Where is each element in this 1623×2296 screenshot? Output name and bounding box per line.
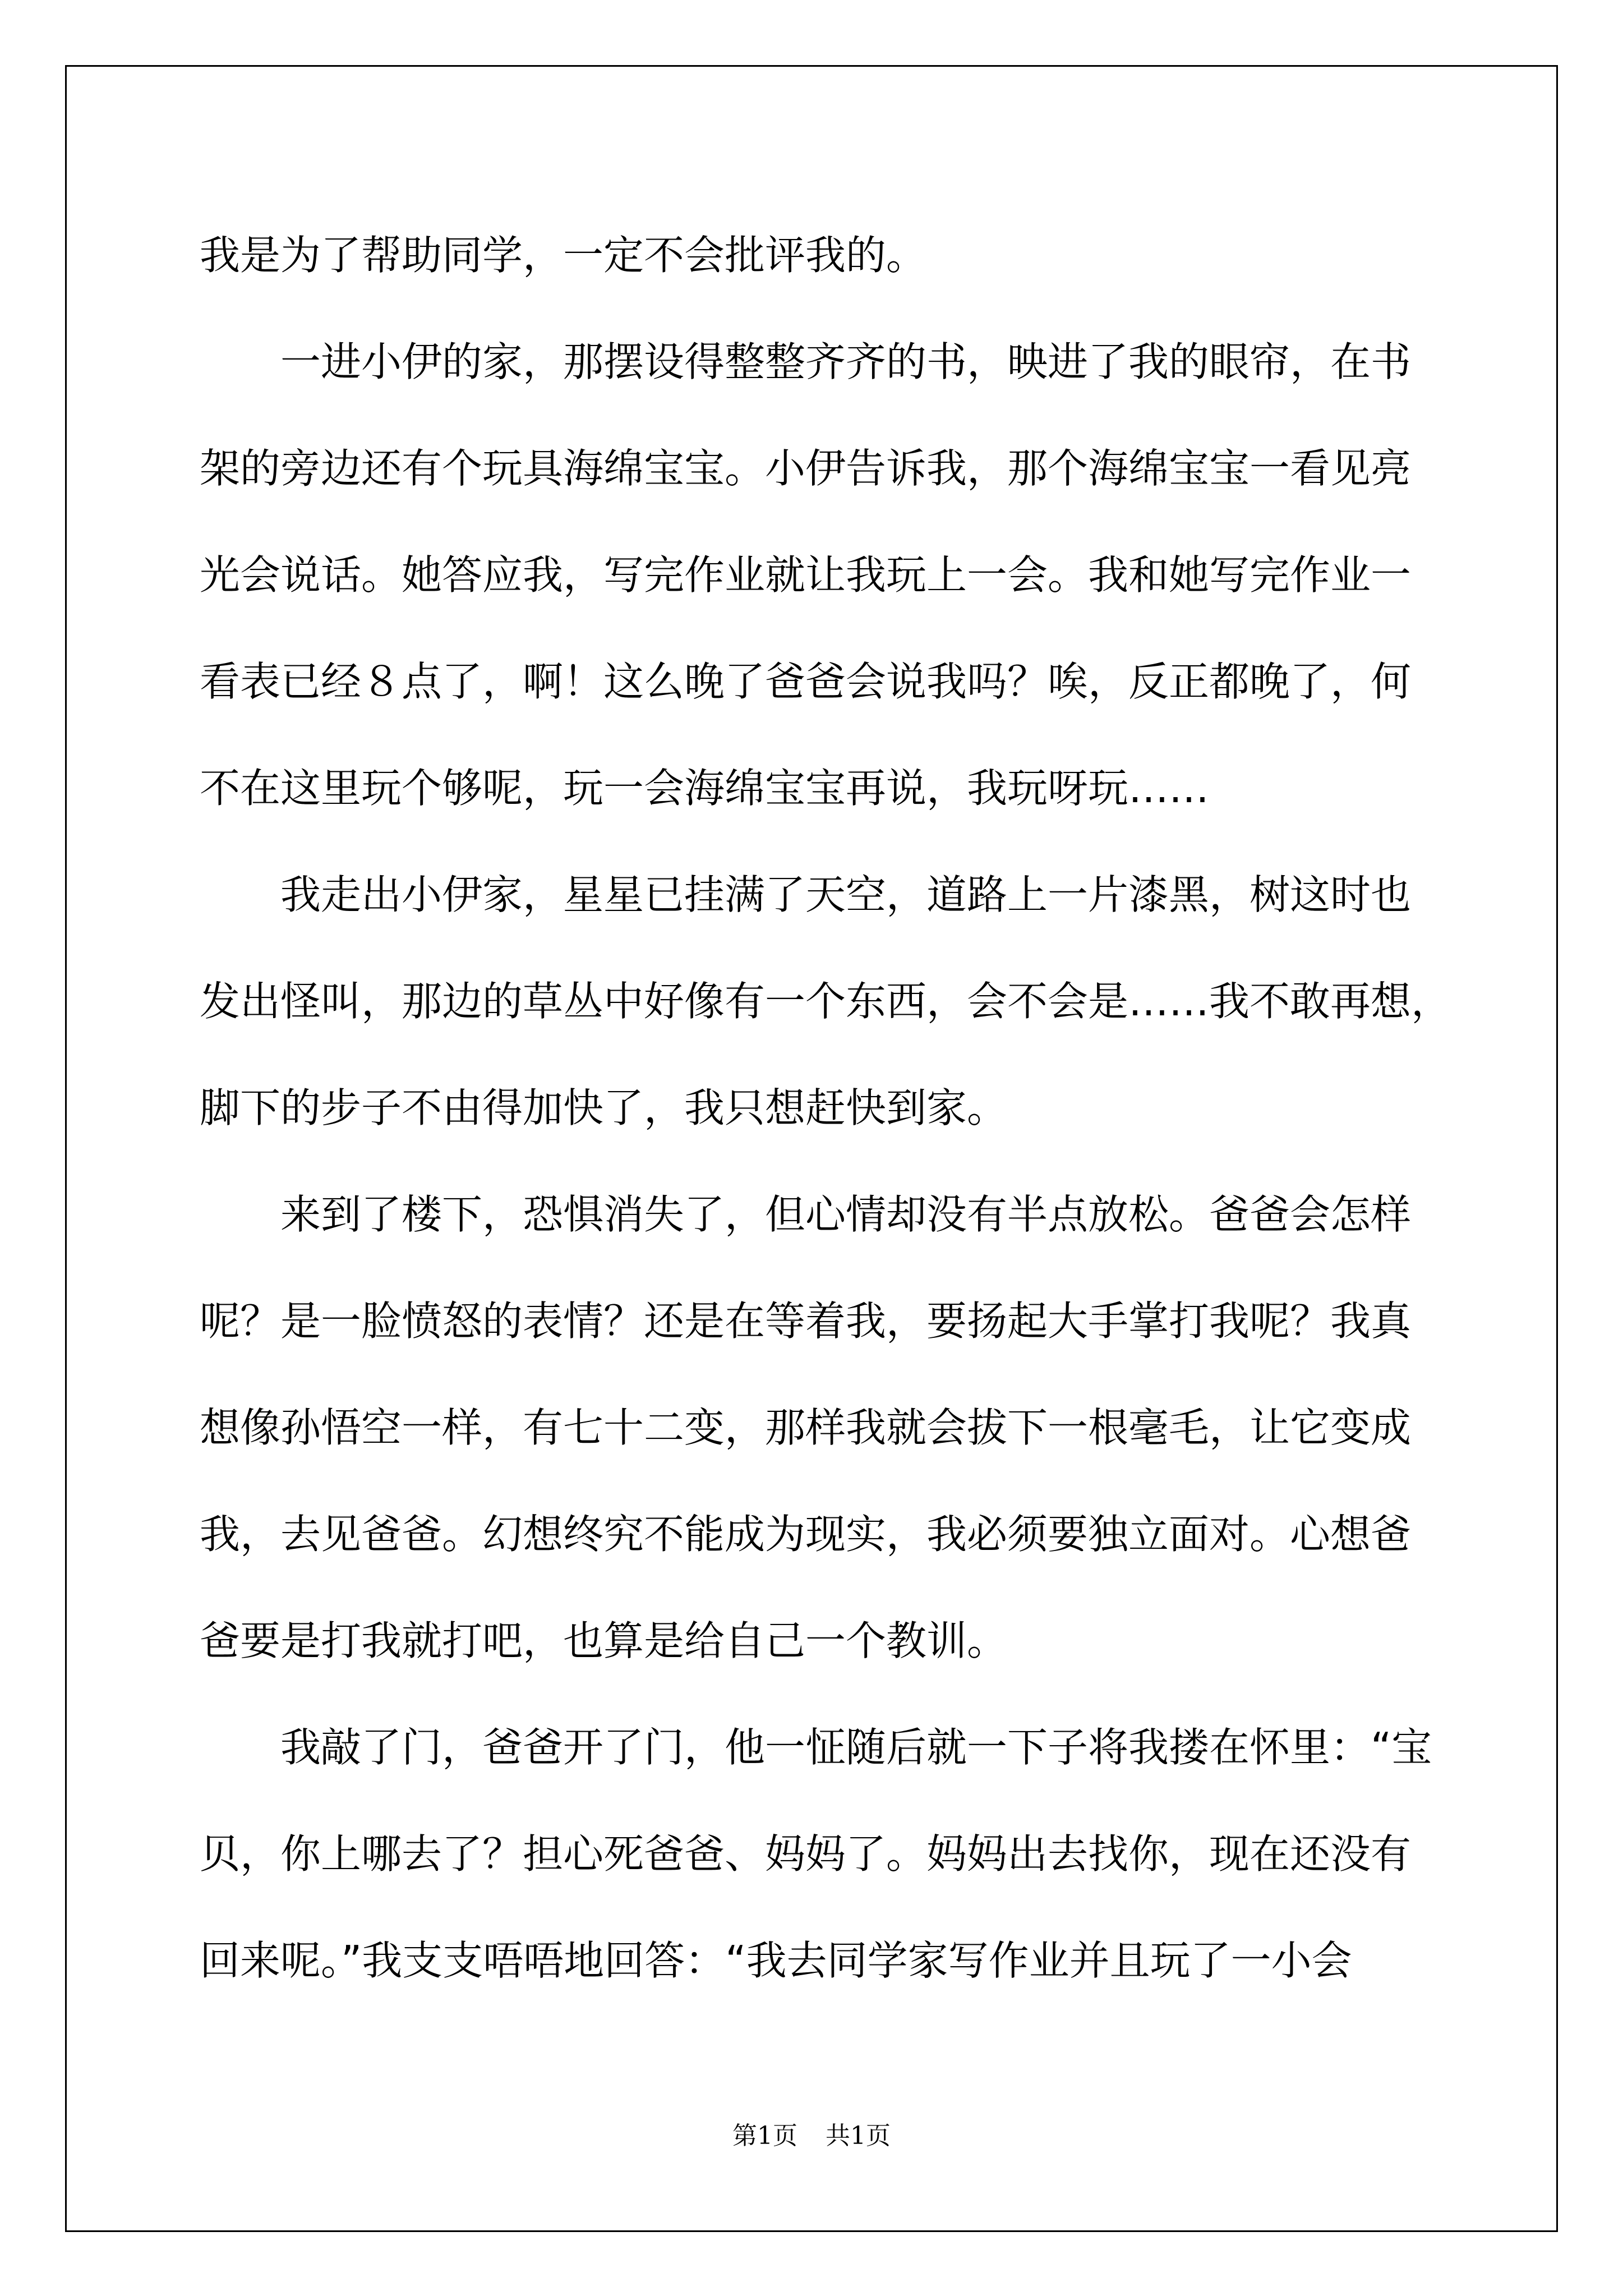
text-line: 不在这里玩个够呢，玩一会海绵宝宝再说，我玩呀玩…… [200,765,1210,812]
text-line: 爸要是打我就打吧，也算是给自己一个教训。 [200,1617,1008,1664]
text-line: 看表已经８点了，啊！这么晚了爸爸会说我吗？唉，反正都晚了，何 [200,658,1412,705]
text-line: 我敲了门，爸爸开了门，他一怔随后就一下子将我搂在怀里：“宝 [200,1724,1432,1771]
text-line: 发出怪叫，那边的草丛中好像有一个东西，会不会是……我不敢再想， [200,978,1452,1025]
text-line: 呢？是一脸愤怒的表情？还是在等着我，要扬起大手掌打我呢？我真 [200,1297,1412,1345]
text-line: 我走出小伊家，星星已挂满了天空，道路上一片漆黑，树这时也 [200,871,1412,918]
text-line: 架的旁边还有个玩具海绵宝宝。小伊告诉我，那个海绵宝宝一看见亮 [200,445,1412,492]
text-line: 贝，你上哪去了？担心死爸爸、妈妈了。妈妈出去找你，现在还没有 [200,1830,1412,1878]
text-line: 我，去见爸爸。幻想终究不能成为现实，我必须要独立面对。心想爸 [200,1511,1412,1558]
text-line: 脚下的步子不由得加快了，我只想赶快到家。 [200,1084,1008,1131]
text-line: 回来呢。”我支支唔唔地回答：“我去同学家写作业并且玩了一小会 [200,1937,1352,1984]
document-body [200,202,1467,2014]
text-line: 我是为了帮助同学，一定不会批评我的。 [200,232,927,279]
page-total: 共1页 [826,2122,891,2150]
text-line: 来到了楼下，恐惧消失了，但心情却没有半点放松。爸爸会怎样 [200,1191,1412,1238]
text-line: 一进小伊的家，那摆设得整整齐齐的书，映进了我的眼帘，在书 [200,338,1412,385]
text-line: 光会说话。她答应我，写完作业就让我玩上一会。我和她写完作业一 [200,551,1412,599]
page-footer [0,2119,1623,2153]
text-line: 想像孙悟空一样，有七十二变，那样我就会拔下一根毫毛，让它变成 [200,1404,1412,1451]
page-number: 第1页 [732,2122,797,2150]
